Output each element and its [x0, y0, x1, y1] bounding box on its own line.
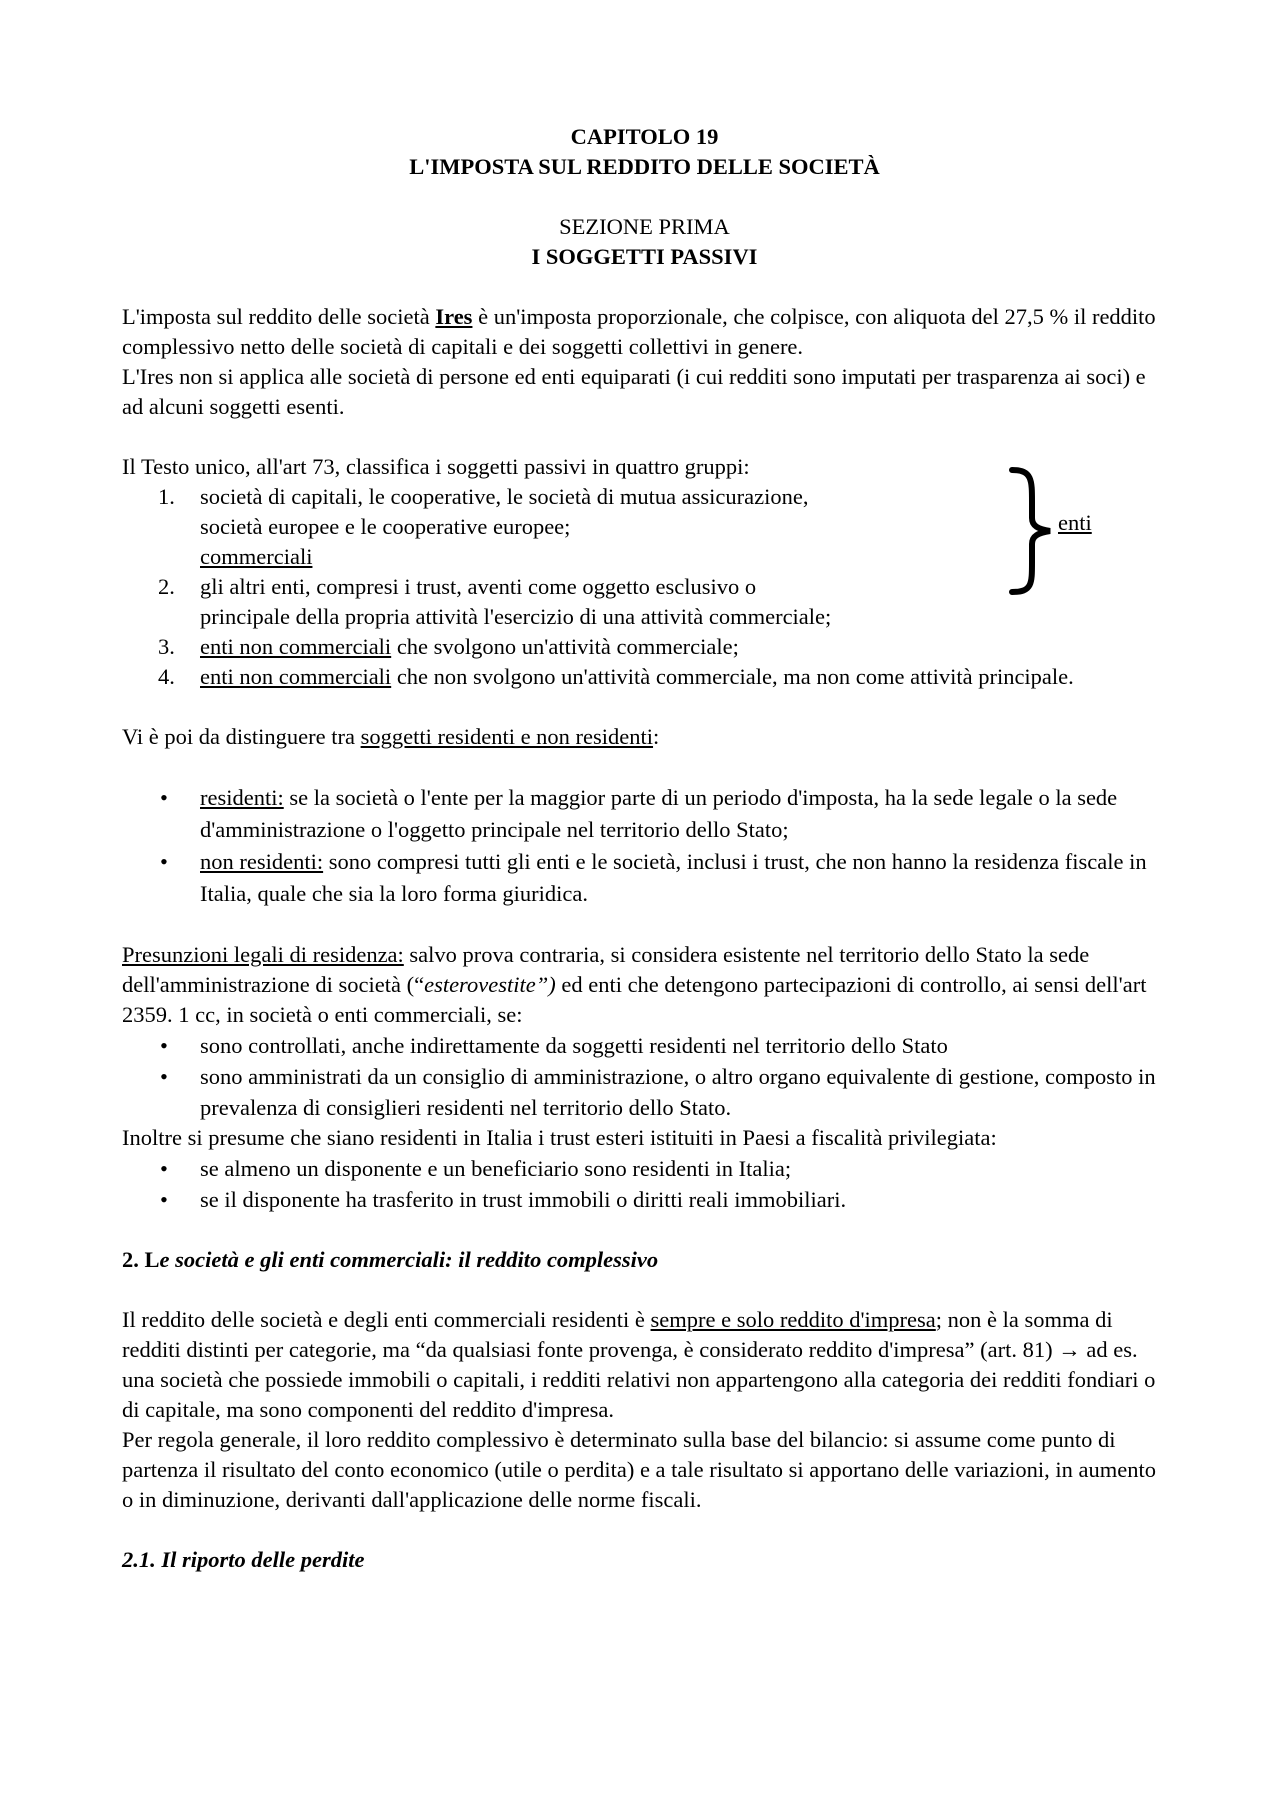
list-item: • residenti: se la società o l'ente per la maggior parte di un periodo d'imposta, ha la sede legale o la sede d'amministrazione o l'oggetto principale nel territorio dello Stato;	[122, 782, 1167, 846]
list-item: 2. gli altri enti, compresi i trust, aventi come oggetto esclusivo o principale della propria attività l'esercizio di una attività commerciale;	[158, 574, 832, 629]
section-label: SEZIONE PRIMA	[559, 214, 730, 239]
trust-lead: Inoltre si presume che siano residenti in Italia i trust esteri istituiti in Paesi a fiscalità privilegiata:	[122, 1125, 997, 1150]
residents-lead: Vi è poi da distinguere tra soggetti residenti e non residenti:	[122, 724, 660, 749]
list-item: • sono amministrati da un consiglio di amministrazione, o altro organo equivalente di gestione, composto in prevalenza di consiglieri residenti nel territorio dello Stato.	[122, 1061, 1167, 1123]
chapter-title: L'IMPOSTA SUL REDDITO DELLE SOCIETÀ	[409, 154, 880, 179]
document-content	[122, 122, 1167, 1575]
list-item: 3. enti non commerciali che svolgono un'attività commerciale;	[158, 634, 739, 659]
trust-list	[122, 1153, 1167, 1215]
bullet-icon: •	[160, 1064, 168, 1089]
bullet-icon: •	[160, 785, 168, 810]
presumptions-list	[122, 1030, 1167, 1123]
bullet-icon: •	[160, 849, 168, 874]
list-item: 1. società di capitali, le cooperative, le società di mutua assicurazione, società europee e le cooperative europee; commerciali	[158, 484, 809, 569]
list-item: 4. enti non commerciali che non svolgono un'attività commerciale, ma non come attività principale.	[158, 664, 1074, 689]
bullet-icon: •	[160, 1033, 168, 1058]
presumptions-paragraph: Presunzioni legali di residenza: salvo prova contraria, si considera esistente nel territorio dello Stato la sede dell'amministrazione di società (“esterovestite”) ed enti che detengono partecipazioni di controllo, ai sensi dell'art 2359. 1 cc, in società o enti commerciali, se:	[122, 942, 1147, 1027]
curly-brace-icon	[1006, 466, 1056, 596]
list-item: • sono controllati, anche indirettamente da soggetti residenti nel territorio dello Stato	[122, 1030, 1167, 1061]
bullet-icon: •	[160, 1156, 168, 1181]
section-2-paragraph-2: Per regola generale, il loro reddito complessivo è determinato sulla base del bilancio: si assume come punto di partenza il risultato del conto economico (utile o perdita) e a tale risultato si apportano delle variazioni, in aumento o in diminuzione, derivanti dall'applicazione delle norme fiscali.	[122, 1427, 1157, 1512]
ires-term: Ires	[435, 304, 473, 329]
groups-lead: Il Testo unico, all'art 73, classifica i soggetti passivi in quattro gruppi:	[122, 454, 750, 479]
bullet-icon: •	[160, 1187, 168, 1212]
list-item: • non residenti: sono compresi tutti gli enti e le società, inclusi i trust, che non hanno la residenza fiscale in Italia, quale che sia la loro forma giuridica.	[122, 846, 1167, 910]
section-title: I SOGGETTI PASSIVI	[531, 244, 758, 269]
intro-paragraph-1: L'imposta sul reddito delle società Ires è un'imposta proporzionale, che colpisce, con aliquota del 27,5 % il reddito complessivo netto delle società di capitali e dei soggetti collettivi in genere.	[122, 304, 1156, 359]
section-2-1-heading: 2.1. Il riporto delle perdite	[122, 1547, 365, 1572]
section-2-paragraph-1: Il reddito delle società e degli enti commerciali residenti è sempre e solo reddito d'impresa; non è la somma di redditi distinti per categorie, ma “da qualsiasi fonte provenga, è considerato reddito d'impresa” (art. 81) → ad es. una società che possiede immobili o capitali, i redditi relativi non appartengono alla categoria dei redditi fondiari o di capitale, ma sono componenti del reddito d'impresa.	[122, 1307, 1156, 1422]
brace-label: enti	[1058, 510, 1092, 535]
list-item: • se almeno un disponente e un beneficiario sono residenti in Italia;	[122, 1153, 1167, 1184]
brace-group	[1006, 466, 1206, 596]
chapter-heading: CAPITOLO 19	[570, 124, 719, 149]
list-item: • se il disponente ha trasferito in trust immobili o diritti reali immobiliari.	[122, 1184, 1167, 1215]
section-2-heading: 2. Le società e gli enti commerciali: il reddito complessivo	[122, 1247, 659, 1272]
intro-paragraph-2: L'Ires non si applica alle società di persone ed enti equiparati (i cui redditi sono imputati per trasparenza ai soci) e ad alcuni soggetti esenti.	[122, 364, 1146, 419]
residents-list	[122, 782, 1167, 910]
